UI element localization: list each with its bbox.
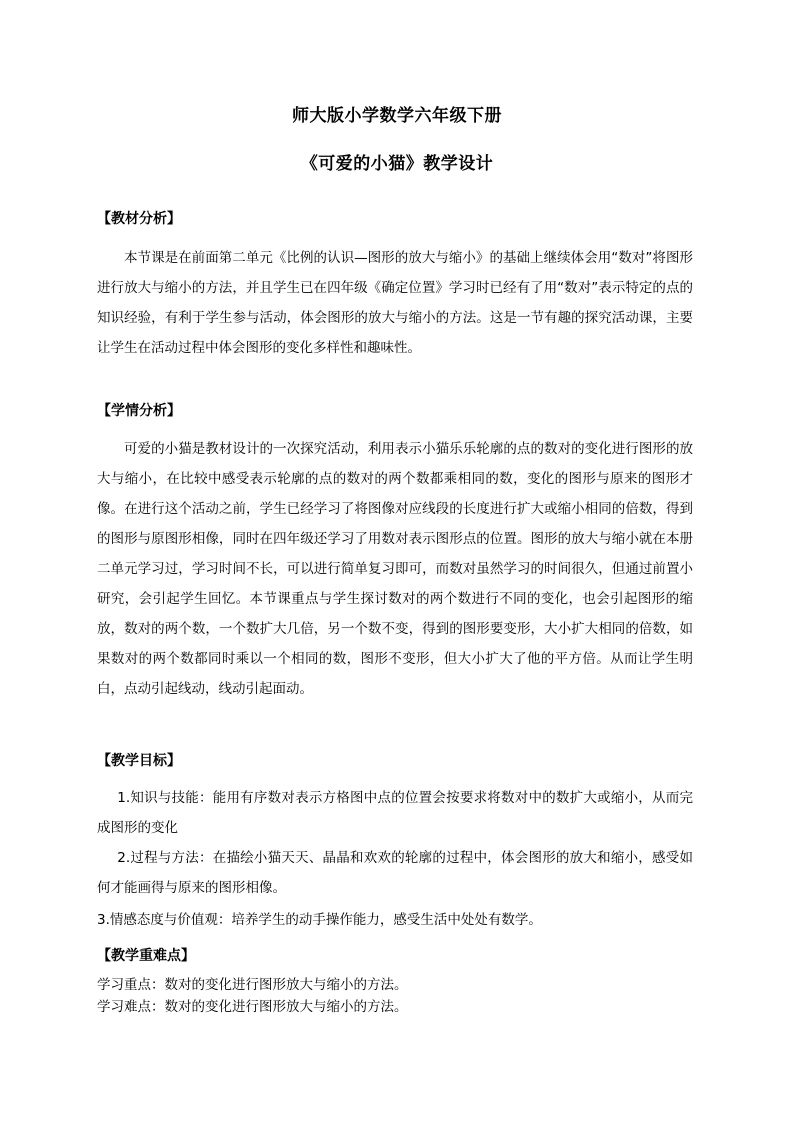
document-title: 师大版小学数学六年级下册 <box>292 106 502 126</box>
objective-item-1: 1.知识与技能：能用有序数对表示方格图中点的位置会按要求将数对中的数扩大或缩小，从而完成图形的变化 <box>97 790 693 836</box>
section-heading-material: 【教材分析】 <box>97 211 181 227</box>
section-paragraph-material: 本节课是在前面第二单元《比例的认识—图形的放大与缩小》的基础上继续体会用“数对”将图形进行放大与缩小的方法，并且学生已在四年级《确定位置》学习时已经有了用“数对”表示特定的点的知识经验，有利于学生参与活动，体会图形的放大与缩小的方法。这是一节有趣的探究活动课，主要让学生在活动过程中体会图形的变化多样性和趣味性。 <box>97 250 693 356</box>
objective-item-2: 2.过程与方法：在描绘小猫天天、晶晶和欢欢的轮廓的过程中，体会图形的放大和缩小，感受如何才能画得与原来的图形相像。 <box>97 850 693 896</box>
section-heading-objectives: 【教学目标】 <box>97 753 181 769</box>
document-subtitle: 《可爱的小猫》教学设计 <box>300 154 494 174</box>
objective-item-3: 3.情感态度与价值观：培养学生的动手操作能力，感受生活中处处有数学。 <box>97 912 542 928</box>
key-point-line-2: 学习难点：数对的变化进行图形放大与缩小的方法。 <box>97 999 408 1015</box>
section-paragraph-students: 可爱的小猫是教材设计的一次探究活动，利用表示小猫乐乐轮廓的点的数对的变化进行图形的放大与缩小，在比较中感受表示轮廓的点的数对的两个数都乘相同的数，变化的图形与原来的图形才像。在进行这个活动之前，学生已经学习了将图像对应线段的长度进行扩大或缩小相同的倍数，得到的图形与原图形相像，同时在四年级还学习了用数对表示图形点的位置。图形的放大与缩小就在本册二单元学习过，学习时间不长，可以进行简单复习即可，而数对虽然学习的时间很久，但通过前置小研究，会引起学生回忆。本节课重点与学生探讨数对的两个数进行不同的变化，也会引起图形的缩放，数对的两个数，一个数扩大几倍，另一个数不变，得到的图形要变形，大小扩大相同的倍数，如果数对的两个数都同时乘以一个相同的数，图形不变形，但大小扩大了他的平方倍。从而让学生明白，点动引起线动，线动引起面动。 <box>97 441 693 697</box>
section-heading-students: 【学情分析】 <box>97 403 181 419</box>
section-heading-key-points: 【教学重难点】 <box>97 948 195 964</box>
key-point-line-1: 学习重点：数对的变化进行图形放大与缩小的方法。 <box>97 977 408 993</box>
